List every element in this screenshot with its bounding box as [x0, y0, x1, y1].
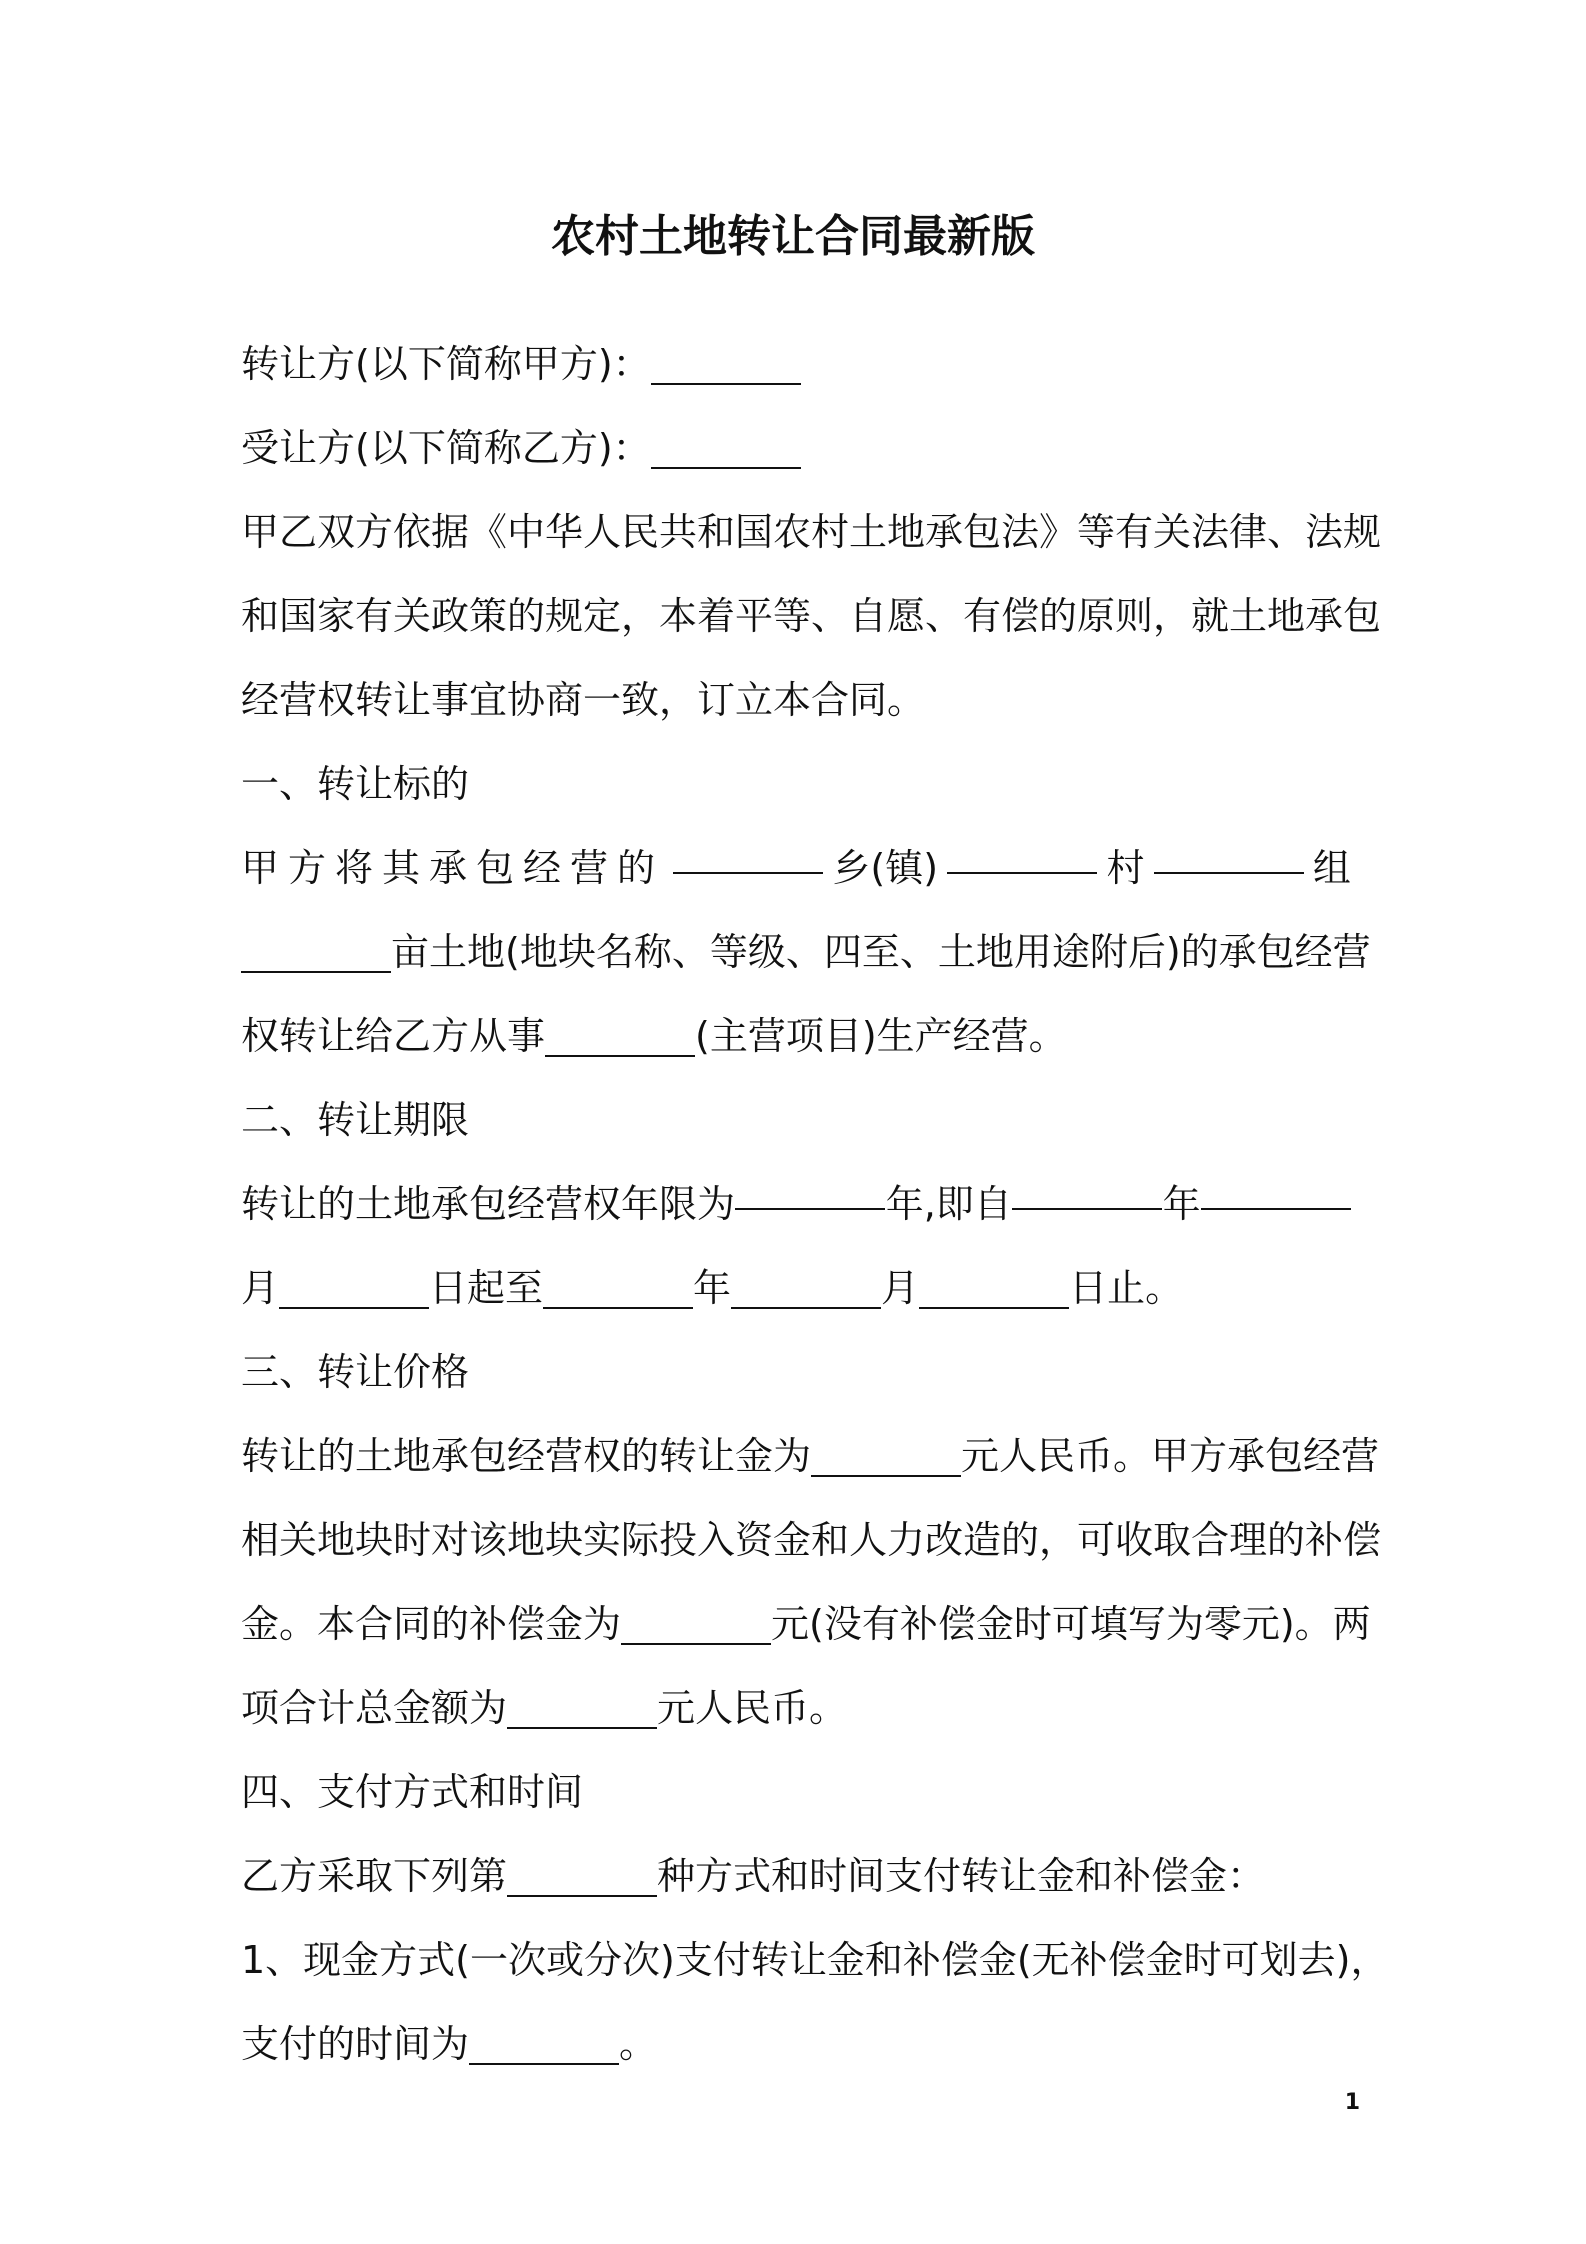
section-3-line-1 — [241, 1414, 1380, 1498]
text-segment: 亩土地(地块名称、等级、四至、土地用途附后)的承包经营 — [391, 930, 1371, 974]
section-1-line-2 — [241, 910, 1371, 994]
text-segment: 种方式和时间支付转让金和补偿金： — [657, 1854, 1266, 1898]
section-4-line-3 — [241, 2002, 1351, 2086]
section-1-line-1 — [241, 826, 1351, 910]
section-2-heading: 二、转让期限 — [241, 1098, 470, 1142]
section-1-heading: 一、转让标的 — [241, 762, 470, 806]
text-segment: 村 — [1106, 846, 1145, 890]
text-segment: 权转让给乙方从事 — [241, 1014, 546, 1058]
group-blank[interactable] — [1154, 826, 1304, 874]
text-segment: 转让的土地承包经营权的转让金为 — [241, 1434, 812, 1478]
section-4-line-1 — [241, 1834, 1351, 1918]
party-b-blank[interactable] — [651, 421, 801, 469]
preamble-line-1: 甲乙双方依据《中华人民共和国农村土地承包法》等有关法律、法规 — [241, 510, 1382, 554]
text-segment: 年,即自 — [885, 1182, 1012, 1226]
text-segment: 年 — [1162, 1182, 1201, 1226]
end-year-blank[interactable] — [543, 1261, 693, 1309]
text-segment: 支付的时间为 — [241, 2022, 470, 2066]
start-day-blank[interactable] — [279, 1261, 429, 1309]
text-segment: 项合计总金额为 — [241, 1686, 508, 1730]
preamble-line-2: 和国家有关政策的规定，本着平等、自愿、有偿的原则，就土地承包 — [241, 594, 1382, 638]
section-3-line-3 — [241, 1582, 1371, 1666]
text-segment: 甲方将其承包经营的 — [241, 846, 665, 890]
section-3-line-4 — [241, 1666, 1351, 1750]
payment-method-blank[interactable] — [507, 1849, 657, 1897]
acreage-blank[interactable] — [241, 925, 391, 973]
section-3-heading: 三、转让价格 — [241, 1350, 470, 1394]
text-segment: 元人民币。 — [657, 1686, 848, 1730]
party-a-blank[interactable] — [651, 337, 801, 385]
party-a-line — [241, 322, 1351, 406]
preamble-line-3: 经营权转让事宜协商一致，订立本合同。 — [241, 678, 926, 722]
party-b-line — [241, 406, 1351, 490]
end-day-blank[interactable] — [919, 1261, 1069, 1309]
compensation-blank[interactable] — [621, 1597, 771, 1645]
text-segment: 组 — [1312, 846, 1351, 890]
village-blank[interactable] — [947, 826, 1097, 874]
text-segment: 日止。 — [1069, 1266, 1184, 1310]
text-segment: 。 — [619, 2022, 658, 2066]
text-segment: 月 — [881, 1266, 920, 1310]
text-segment: 转让的土地承包经营权年限为 — [241, 1182, 736, 1226]
text-segment: 乙方采取下列第 — [241, 1854, 508, 1898]
section-2-line-2 — [241, 1246, 1351, 1330]
section-4-heading: 四、支付方式和时间 — [241, 1770, 584, 1814]
page-number: 1 — [1344, 2090, 1360, 2115]
party-b-label: 受让方(以下简称乙方)： — [241, 426, 651, 470]
text-segment: 元人民币。甲方承包经营 — [961, 1434, 1380, 1478]
text-segment: 日起至 — [429, 1266, 544, 1310]
township-blank[interactable] — [673, 826, 823, 874]
text-segment: 元(没有补偿金时可填写为零元)。两 — [771, 1602, 1371, 1646]
main-project-blank[interactable] — [545, 1009, 695, 1057]
transfer-fee-blank[interactable] — [811, 1429, 961, 1477]
payment-time-blank[interactable] — [469, 2017, 619, 2065]
section-4-line-2: 1、现金方式(一次或分次)支付转让金和补偿金(无补偿金时可划去)， — [241, 1938, 1389, 1982]
total-amount-blank[interactable] — [507, 1681, 657, 1729]
section-1-line-3 — [241, 994, 1351, 1078]
start-month-blank[interactable] — [1201, 1162, 1351, 1210]
text-segment: 金。本合同的补偿金为 — [241, 1602, 622, 1646]
text-segment: 月 — [241, 1266, 280, 1310]
party-a-label: 转让方(以下简称甲方)： — [241, 342, 651, 386]
end-month-blank[interactable] — [731, 1261, 881, 1309]
start-year-blank[interactable] — [1012, 1162, 1162, 1210]
section-2-line-1 — [241, 1162, 1351, 1246]
text-segment: (主营项目)生产经营。 — [695, 1014, 1067, 1058]
section-3-line-2: 相关地块时对该地块实际投入资金和人力改造的，可收取合理的补偿 — [241, 1518, 1382, 1562]
term-years-blank[interactable] — [735, 1162, 885, 1210]
text-segment: 年 — [693, 1266, 732, 1310]
text-segment: 乡(镇) — [832, 846, 939, 890]
document-title: 农村土地转让合同最新版 — [551, 211, 1035, 262]
